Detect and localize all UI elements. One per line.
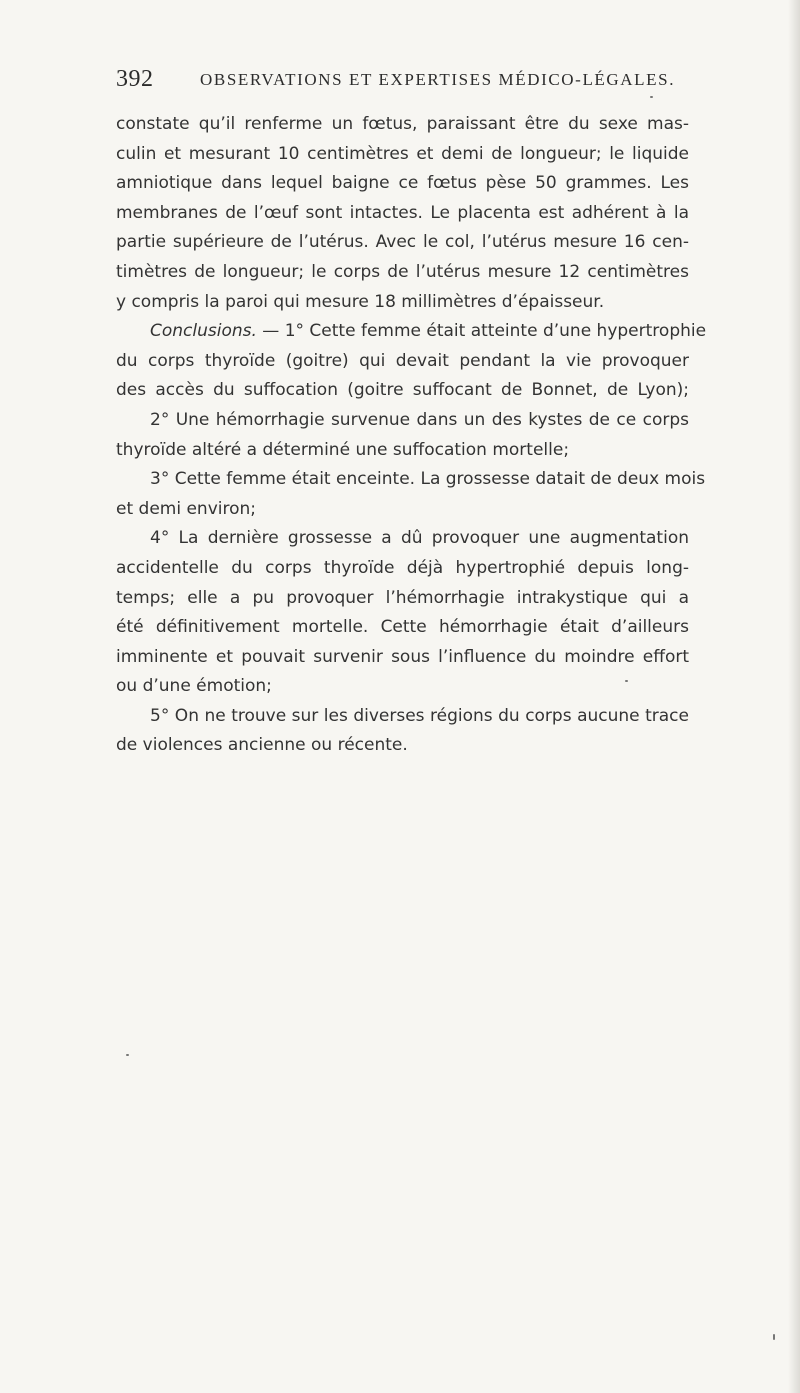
text-line-2: culin et mesurant 10 centimètres et demi de longueur; le liquide bbox=[116, 143, 689, 164]
text-line-7: y compris la paroi qui mesure 18 millimètres d’épaisseur. bbox=[116, 291, 605, 312]
conclusions-rest: — 1° Cette femme était atteinte d’une hypertrophie bbox=[256, 321, 707, 342]
text-line-9: du corps thyroïde (goitre) qui devait pendant la vie provoquer bbox=[116, 350, 689, 371]
text-line-16: accidentelle du corps thyroïde déjà hypertrophié depuis long- bbox=[116, 557, 689, 578]
text-line-20: ou d’une émotion; bbox=[116, 676, 272, 697]
text-line-6: timètres de longueur; le corps de l’utérus mesure 12 centimètres bbox=[116, 261, 689, 282]
scan-speck bbox=[773, 1334, 775, 1340]
text-line-10: des accès du suffocation (goitre suffocant de Bonnet, de Lyon); bbox=[116, 380, 689, 401]
text-line-1: constate qu’il renferme un fœtus, paraissant être du sexe mas- bbox=[116, 114, 689, 134]
text-line-13: 3° Cette femme était enceinte. La grossesse datait de deux mois bbox=[150, 469, 706, 490]
page-number: 392 bbox=[116, 66, 154, 92]
text-line-11: 2° Une hémorrhagie survenue dans un des kystes de ce corps bbox=[150, 409, 689, 430]
text-line-22: de violences ancienne ou récente. bbox=[116, 735, 408, 756]
conclusions-line bbox=[116, 317, 707, 347]
text-line-17: temps; elle a pu provoquer l’hémorrhagie intrakystique qui a bbox=[116, 587, 689, 608]
conclusions-label: Conclusions. bbox=[150, 321, 257, 342]
text-line-3: amniotique dans lequel baigne ce fœtus pèse 50 grammes. Les bbox=[116, 173, 689, 194]
running-head: OBSERVATIONS ET EXPERTISES MÉDICO-LÉGALES. bbox=[200, 70, 676, 89]
scan-speck bbox=[126, 1054, 129, 1056]
text-line-12: thyroïde altéré a déterminé une suffocation mortelle; bbox=[116, 439, 570, 460]
scan-speck bbox=[625, 680, 628, 682]
text-line-18: été définitivement mortelle. Cette hémorrhagie était d’ailleurs bbox=[116, 617, 689, 638]
text-line-21: 5° On ne trouve sur les diverses régions du corps aucune trace bbox=[150, 705, 689, 726]
text-line-19: imminente et pouvait survenir sous l’influence du moindre effort bbox=[116, 646, 689, 667]
text-line-14: et demi environ; bbox=[116, 498, 257, 519]
page-header bbox=[116, 66, 716, 96]
text-line-5: partie supérieure de l’utérus. Avec le col, l’utérus mesure 16 cen- bbox=[116, 232, 689, 253]
scan-speck bbox=[650, 96, 653, 98]
text-line-4: membranes de l’œuf sont intactes. Le placenta est adhérent à la bbox=[116, 202, 689, 223]
body-text bbox=[116, 110, 707, 761]
text-line-15: 4° La dernière grossesse a dû provoquer une augmentation bbox=[150, 528, 689, 549]
page-edge-shadow bbox=[788, 0, 800, 1393]
